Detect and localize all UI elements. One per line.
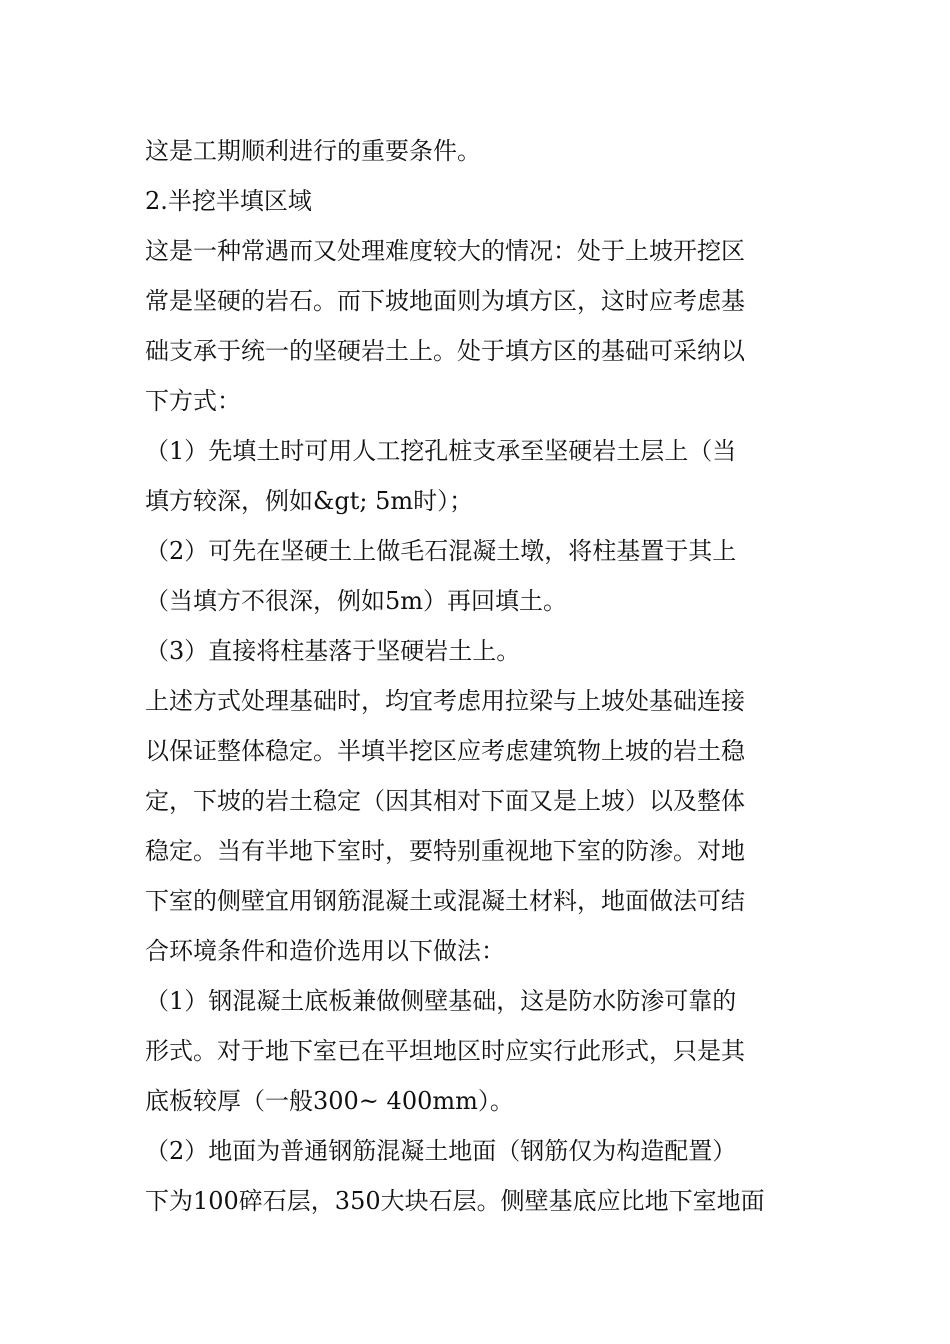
text-line: 上述方式处理基础时，均宜考虑用拉梁与上坡处基础连接 [145, 687, 745, 715]
text-line: 填方较深，例如&gt; 5m时）； [145, 487, 474, 515]
text-line: 这是一种常遇而又处理难度较大的情况：处于上坡开挖区 [145, 237, 745, 265]
document-body [145, 126, 815, 1226]
list-item: （1）钢混凝土底板兼做侧壁基础，这是防水防渗可靠的 [145, 987, 737, 1015]
list-item: （2）地面为普通钢筋混凝土地面（钢筋仅为构造配置） [145, 1137, 737, 1165]
text-line: 常是坚硬的岩石。而下坡地面则为填方区，这时应考虑基 [145, 287, 745, 315]
section-heading: 2.半挖半填区域 [145, 187, 312, 215]
list-item: （2）可先在坚硬土上做毛石混凝土墩，将柱基置于其上 [145, 537, 737, 565]
text-line: 这是工期顺利进行的重要条件。 [145, 137, 481, 165]
text-line: 础支承于统一的坚硬岩土上。处于填方区的基础可采纳以 [145, 337, 745, 365]
text-line: 下室的侧壁宜用钢筋混凝土或混凝土材料，地面做法可结 [145, 887, 745, 915]
text-line: 下为100碎石层，350大块石层。侧壁基底应比地下室地面 [145, 1187, 765, 1215]
list-item: （3）直接将柱基落于坚硬岩土上。 [145, 637, 521, 665]
text-line: 稳定。当有半地下室时，要特别重视地下室的防渗。对地 [145, 837, 745, 865]
text-line: 形式。对于地下室已在平坦地区时应实行此形式，只是其 [145, 1037, 745, 1065]
text-line: 以保证整体稳定。半填半挖区应考虑建筑物上坡的岩土稳 [145, 737, 745, 765]
text-line: 定，下坡的岩土稳定（因其相对下面又是上坡）以及整体 [145, 787, 745, 815]
text-line: 底板较厚（一般300~ 400mm）。 [145, 1087, 514, 1115]
text-line: 下方式： [145, 387, 241, 415]
list-item: （1）先填土时可用人工挖孔桩支承至坚硬岩土层上（当 [145, 437, 737, 465]
text-line: 合环境条件和造价选用以下做法： [145, 937, 505, 965]
text-line: （当填方不很深，例如5m）再回填土。 [145, 587, 568, 615]
